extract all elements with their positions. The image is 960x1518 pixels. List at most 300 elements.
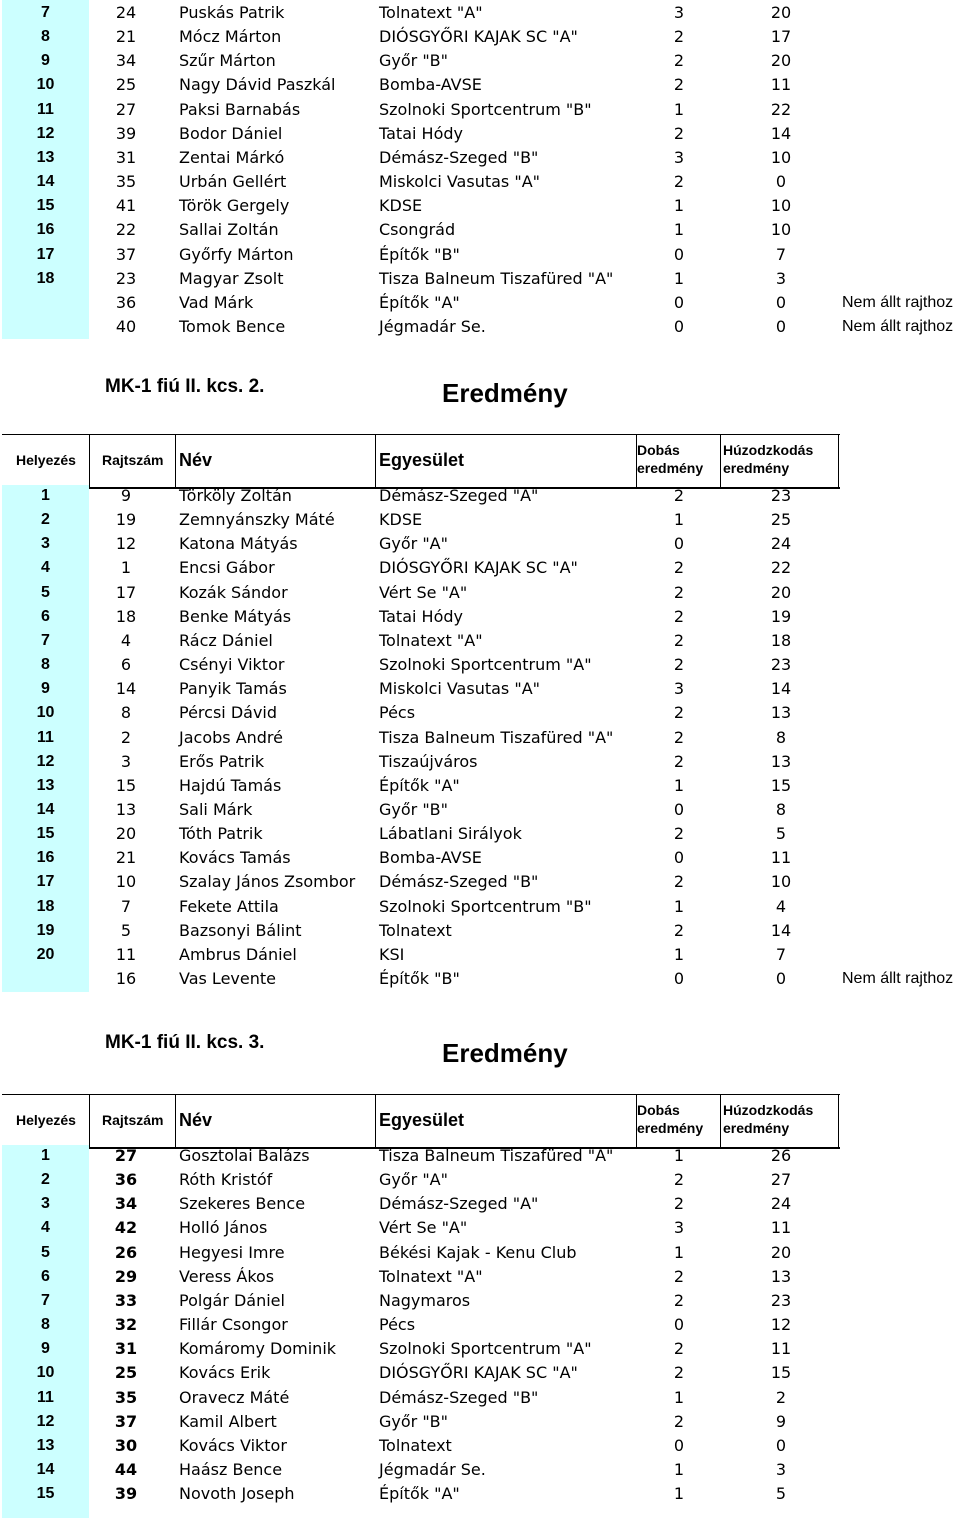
rank-cell: 13 [36,148,55,166]
note-cell: Nem állt rajthoz [842,317,954,335]
rank-cell: 8 [41,28,50,46]
name-cell: Polgár Dániel [179,1290,285,1310]
table-row [0,25,960,49]
name-cell: Kovács Viktor [179,1435,287,1455]
rank-cell: 2 [41,511,50,529]
header-pullup: Húzodzkodás [723,1102,814,1118]
pullup-result-cell: 0 [775,1435,787,1455]
table-row [0,1482,960,1506]
start-number-cell: 31 [114,1339,138,1359]
pullup-result-cell: 13 [770,1266,792,1286]
club-cell: KDSE [379,196,423,216]
club-cell: Démász-Szeged "B" [379,872,539,892]
club-cell: Építők "A" [379,292,460,312]
start-number-cell: 20 [115,824,137,844]
throw-result-cell: 0 [673,316,685,336]
throw-result-cell: 0 [673,848,685,868]
start-number-cell: 34 [114,1194,138,1214]
throw-result-cell: 1 [673,896,685,916]
club-cell: Tatai Hódy [379,123,463,143]
start-number-cell: 39 [114,1484,138,1504]
rank-cell: 8 [41,1316,50,1334]
name-cell: Veress Ákos [179,1266,275,1286]
pullup-result-cell: 20 [770,1242,792,1262]
pullup-result-cell: 14 [770,920,792,940]
rank-cell: 12 [36,1412,55,1430]
start-number-cell: 2 [120,727,132,747]
name-cell: Jacobs André [179,727,283,747]
pullup-result-cell: 19 [770,606,792,626]
header-pullup: Húzodzkodás [723,442,814,458]
start-number-cell: 6 [120,655,132,675]
table-row [0,677,960,701]
pullup-result-cell: 25 [770,510,792,530]
start-number-cell: 25 [114,1363,138,1383]
start-number-cell: 11 [115,944,137,964]
section-title: MK-1 fiú II. kcs. 3. [105,1032,265,1053]
club-cell: Szolnoki Sportcentrum "B" [379,896,592,916]
pullup-result-cell: 23 [770,655,792,675]
club-cell: Jégmadár Se. [379,1459,486,1479]
throw-result-cell: 0 [673,292,685,312]
name-cell: Vas Levente [179,969,276,988]
rank-cell: 9 [41,1340,50,1358]
table-row [0,267,960,291]
start-number-cell: 29 [114,1266,138,1286]
start-number-cell: 12 [115,534,137,554]
start-number-cell: 18 [115,606,137,626]
header-name: Név [179,450,213,470]
rank-cell: 9 [41,680,50,698]
start-number-cell: 19 [115,510,137,530]
club-cell: Tolnatext "A" [379,1266,483,1286]
name-cell: Zemnyánszky Máté [179,510,335,530]
throw-result-cell: 1 [673,1146,685,1165]
start-number-cell: 23 [115,268,137,288]
club-cell: Tatai Hódy [379,606,463,626]
pullup-result-cell: 10 [770,220,792,240]
club-cell: Pécs [379,1315,416,1335]
throw-result-cell: 2 [673,51,685,71]
throw-result-cell: 0 [673,244,685,264]
club-cell: Építők "A" [379,1484,460,1504]
throw-result-cell: 3 [673,3,685,22]
header-name: Név [179,1110,213,1130]
name-cell: Ambrus Dániel [179,944,297,964]
rank-cell: 7 [41,1291,50,1309]
name-cell: Kamil Albert [179,1411,277,1431]
table-row [0,49,960,73]
pullup-result-cell: 2 [775,1387,787,1407]
header-rank: Helyezés [16,452,76,468]
start-number-cell: 44 [114,1459,138,1479]
pullup-result-cell: 20 [770,582,792,602]
start-number-cell: 15 [115,775,137,795]
pullup-result-cell: 0 [775,292,787,312]
rank-cell: 1 [41,487,50,504]
start-number-cell: 13 [115,799,137,819]
pullup-result-cell: 11 [770,1339,792,1359]
pullup-result-cell: 8 [775,727,787,747]
table-row [0,605,960,629]
club-cell: Csongrád [379,220,456,240]
throw-result-cell: 0 [673,1435,685,1455]
throw-result-cell: 2 [673,1290,685,1310]
throw-result-cell: 2 [673,824,685,844]
throw-result-cell: 2 [673,1339,685,1359]
pullup-result-cell: 5 [775,824,787,844]
rank-cell: 1 [41,1147,50,1164]
start-number-cell: 9 [120,486,132,505]
table-row [0,726,960,750]
name-cell: Tóth Patrik [179,824,263,844]
club-cell: KDSE [379,510,423,530]
start-number-cell: 35 [114,1387,138,1407]
rank-cell: 15 [36,197,55,215]
table-row [0,798,960,822]
start-number-cell: 21 [115,848,137,868]
pullup-result-cell: 4 [775,896,787,916]
start-number-cell: 37 [114,1411,138,1431]
name-cell: Novoth Joseph [179,1484,295,1504]
header-throw-result: eredmény [637,460,704,476]
table-row [0,1337,960,1361]
rank-cell: 6 [41,1267,50,1285]
header-throw: Dobás [637,1102,680,1118]
header-pullup-result: eredmény [723,460,790,476]
pullup-result-cell: 24 [770,1194,792,1214]
club-cell: Démász-Szeged "A" [379,486,539,505]
name-cell: Csényi Viktor [179,655,285,675]
start-number-cell: 35 [115,172,137,192]
name-cell: Holló János [179,1218,268,1238]
pullup-result-cell: 0 [775,969,787,988]
start-number-cell: 22 [115,220,137,240]
throw-result-cell: 2 [673,1266,685,1286]
club-cell: Démász-Szeged "B" [379,147,539,167]
table-row [0,967,960,991]
club-cell: Békési Kajak - Kenu Club [379,1242,577,1262]
table-row [0,846,960,870]
rank-cell: 18 [36,269,55,287]
pullup-result-cell: 13 [770,751,792,771]
start-number-cell: 34 [115,51,137,71]
club-cell: Miskolci Vasutas "A" [379,172,540,192]
throw-result-cell: 2 [673,1411,685,1431]
name-cell: Pércsi Dávid [179,703,278,723]
start-number-cell: 7 [120,896,132,916]
start-number-cell: 14 [115,679,137,699]
pullup-result-cell: 22 [770,99,792,119]
note-cell: Nem állt rajthoz [842,970,954,987]
table-row [0,291,960,315]
start-number-cell: 24 [115,3,137,22]
name-cell: Vad Márk [179,292,254,312]
throw-result-cell: 2 [673,727,685,747]
pullup-result-cell: 14 [770,123,792,143]
table-row [0,1313,960,1337]
rank-cell: 6 [41,607,50,625]
header-rank: Helyezés [16,1112,76,1128]
pullup-result-cell: 23 [770,486,792,505]
club-cell: Győr "B" [379,1411,449,1431]
club-cell: Tisza Balneum Tiszafüred "A" [379,268,614,288]
club-cell: Tolnatext [379,1435,452,1455]
rank-cell: 5 [41,1243,50,1261]
throw-result-cell: 2 [673,1170,685,1190]
throw-result-cell: 2 [673,582,685,602]
name-cell: Kovács Tamás [179,848,291,868]
club-cell: Lábatlani Sirályok [379,824,522,844]
start-number-cell: 30 [114,1435,138,1455]
club-cell: Szolnoki Sportcentrum "A" [379,655,592,675]
name-cell: Paksi Barnabás [179,99,301,119]
table-row [0,556,960,580]
table-row [0,1434,960,1458]
rank-cell: 17 [36,873,55,891]
table-row [0,774,960,798]
pullup-result-cell: 24 [770,534,792,554]
table-row [0,1265,960,1289]
throw-result-cell: 2 [673,1363,685,1383]
club-cell: Bomba-AVSE [379,848,482,868]
rank-cell: 11 [37,728,54,746]
throw-result-cell: 2 [673,872,685,892]
club-cell: Démász-Szeged "B" [379,1387,539,1407]
table-header [2,434,840,489]
club-cell: Tolnatext "A" [379,630,483,650]
pullup-result-cell: 0 [775,172,787,192]
name-cell: Haász Bence [179,1459,283,1479]
rank-cell: 13 [36,776,55,794]
throw-result-cell: 2 [673,703,685,723]
table-row [0,315,960,339]
section-result-heading: Eredmény [442,1038,568,1068]
table-row [0,243,960,267]
rank-cell: 8 [41,656,50,674]
pullup-result-cell: 27 [770,1170,792,1190]
section-result-heading: Eredmény [442,378,568,408]
throw-result-cell: 0 [673,799,685,819]
club-cell: Építők "B" [379,244,460,264]
pullup-result-cell: 5 [775,1484,787,1504]
rank-cell: 14 [36,1460,55,1478]
note-cell: Nem állt rajthoz [842,293,954,311]
name-cell: Sallai Zoltán [179,220,279,240]
throw-result-cell: 3 [673,1218,685,1238]
table-row [0,822,960,846]
start-number-cell: 40 [115,316,137,336]
rank-cell: 14 [36,800,55,818]
throw-result-cell: 2 [673,486,685,505]
name-cell: Győrfy Márton [179,244,294,264]
throw-result-cell: 1 [673,196,685,216]
header-club: Egyesület [379,1110,465,1130]
rank-cell: 10 [36,76,55,94]
name-cell: Urbán Gellért [179,172,287,192]
header-throw-result: eredmény [637,1120,704,1136]
pullup-result-cell: 0 [775,316,787,336]
throw-result-cell: 3 [673,679,685,699]
pullup-result-cell: 11 [770,1218,792,1238]
table-row [0,170,960,194]
name-cell: Fekete Attila [179,896,279,916]
pullup-result-cell: 3 [775,268,787,288]
throw-result-cell: 2 [673,751,685,771]
throw-result-cell: 1 [673,1242,685,1262]
start-number-cell: 42 [114,1218,138,1238]
start-number-cell: 1 [120,558,132,578]
club-cell: DIÓSGYŐRI KAJAK SC "A" [379,27,578,47]
table-row [0,919,960,943]
start-number-cell: 4 [120,630,132,650]
club-cell: DIÓSGYŐRI KAJAK SC "A" [379,558,578,578]
table-row [0,750,960,774]
name-cell: Encsi Gábor [179,558,275,578]
pullup-result-cell: 11 [770,848,792,868]
start-number-cell: 36 [114,1170,138,1190]
club-cell: Jégmadár Se. [379,316,486,336]
name-cell: Szekeres Bence [179,1194,306,1214]
table-row [0,218,960,242]
name-cell: Róth Kristóf [179,1170,273,1190]
name-cell: Komáromy Dominik [179,1339,337,1359]
throw-result-cell: 2 [673,123,685,143]
rank-cell: 12 [36,124,55,142]
rank-cell: 10 [36,704,55,722]
rank-cell: 4 [41,559,50,577]
pullup-result-cell: 10 [770,872,792,892]
start-number-cell: 36 [115,292,137,312]
pullup-result-cell: 14 [770,679,792,699]
start-number-cell: 16 [115,969,137,988]
table-header [2,1094,840,1149]
name-cell: Kozák Sándor [179,582,288,602]
club-cell: Tisza Balneum Tiszafüred "A" [379,1146,614,1165]
club-cell: Vért Se "A" [379,1218,468,1238]
name-cell: Kovács Erik [179,1363,271,1383]
start-number-cell: 41 [115,196,137,216]
name-cell: Fillár Csongor [179,1315,288,1335]
name-cell: Rácz Dániel [179,630,273,650]
club-cell: Szolnoki Sportcentrum "B" [379,99,592,119]
club-cell: Tolnatext "A" [379,3,483,22]
name-cell: Erős Patrik [179,751,265,771]
pullup-result-cell: 7 [775,944,787,964]
club-cell: Győr "A" [379,534,448,554]
club-cell: KSI [379,944,405,964]
table-row [0,532,960,556]
club-cell: Vért Se "A" [379,582,468,602]
table-row [0,73,960,97]
table-row [0,943,960,967]
pullup-result-cell: 10 [770,147,792,167]
table-row [0,1192,960,1216]
throw-result-cell: 1 [673,99,685,119]
pullup-result-cell: 20 [770,51,792,71]
throw-result-cell: 1 [673,944,685,964]
start-number-cell: 27 [115,99,137,119]
table-row [0,701,960,725]
rank-cell: 2 [41,1171,50,1189]
rank-cell: 5 [41,583,50,601]
club-cell: Győr "A" [379,1170,448,1190]
pullup-result-cell: 3 [775,1459,787,1479]
rank-cell: 7 [41,4,50,21]
throw-result-cell: 1 [673,1484,685,1504]
rank-cell: 15 [36,1485,55,1503]
header-start-number: Rajtszám [102,452,164,468]
throw-result-cell: 0 [673,1315,685,1335]
start-number-cell: 33 [114,1290,138,1310]
pullup-result-cell: 20 [770,3,792,22]
table-row [0,484,960,508]
start-number-cell: 31 [115,147,137,167]
start-number-cell: 27 [114,1146,138,1165]
pullup-result-cell: 23 [770,1290,792,1310]
rank-cell: 12 [36,752,55,770]
club-cell: Bomba-AVSE [379,75,482,95]
club-cell: Győr "B" [379,51,449,71]
throw-result-cell: 1 [673,268,685,288]
start-number-cell: 17 [115,582,137,602]
pullup-result-cell: 17 [770,27,792,47]
start-number-cell: 37 [115,244,137,264]
table-row [0,146,960,170]
name-cell: Szalay János Zsombor [179,872,356,892]
club-cell: Pécs [379,703,416,723]
table-row [0,98,960,122]
club-cell: Tolnatext [379,920,452,940]
club-cell: Építők "B" [379,969,460,988]
throw-result-cell: 2 [673,606,685,626]
header-start-number: Rajtszám [102,1112,164,1128]
pullup-result-cell: 9 [775,1411,787,1431]
pullup-result-cell: 22 [770,558,792,578]
throw-result-cell: 2 [673,27,685,47]
pullup-result-cell: 11 [770,75,792,95]
table-row [0,581,960,605]
rank-cell: 17 [36,245,55,263]
throw-result-cell: 2 [673,75,685,95]
table-row [0,1361,960,1385]
club-cell: Nagymaros [379,1290,471,1310]
rank-cell: 15 [36,825,55,843]
pullup-result-cell: 26 [770,1146,792,1165]
throw-result-cell: 0 [673,969,685,988]
table-row [0,1216,960,1240]
club-cell: Démász-Szeged "A" [379,1194,539,1214]
rank-cell: 10 [36,1364,55,1382]
club-cell: Szolnoki Sportcentrum "A" [379,1339,592,1359]
start-number-cell: 10 [115,872,137,892]
name-cell: Nagy Dávid Paszkál [179,75,336,95]
rank-cell: 14 [36,173,55,191]
pullup-result-cell: 12 [770,1315,792,1335]
rank-cell: 19 [36,921,55,939]
name-cell: Zentai Márkó [179,147,285,167]
throw-result-cell: 2 [673,172,685,192]
rank-cell: 9 [41,52,50,70]
pullup-result-cell: 15 [770,1363,792,1383]
name-cell: Oravecz Máté [179,1387,290,1407]
name-cell: Magyar Zsolt [179,268,284,288]
rank-cell: 20 [36,945,55,963]
start-number-cell: 5 [120,920,132,940]
table-row [0,1386,960,1410]
throw-result-cell: 2 [673,920,685,940]
rank-cell: 13 [36,1436,55,1454]
